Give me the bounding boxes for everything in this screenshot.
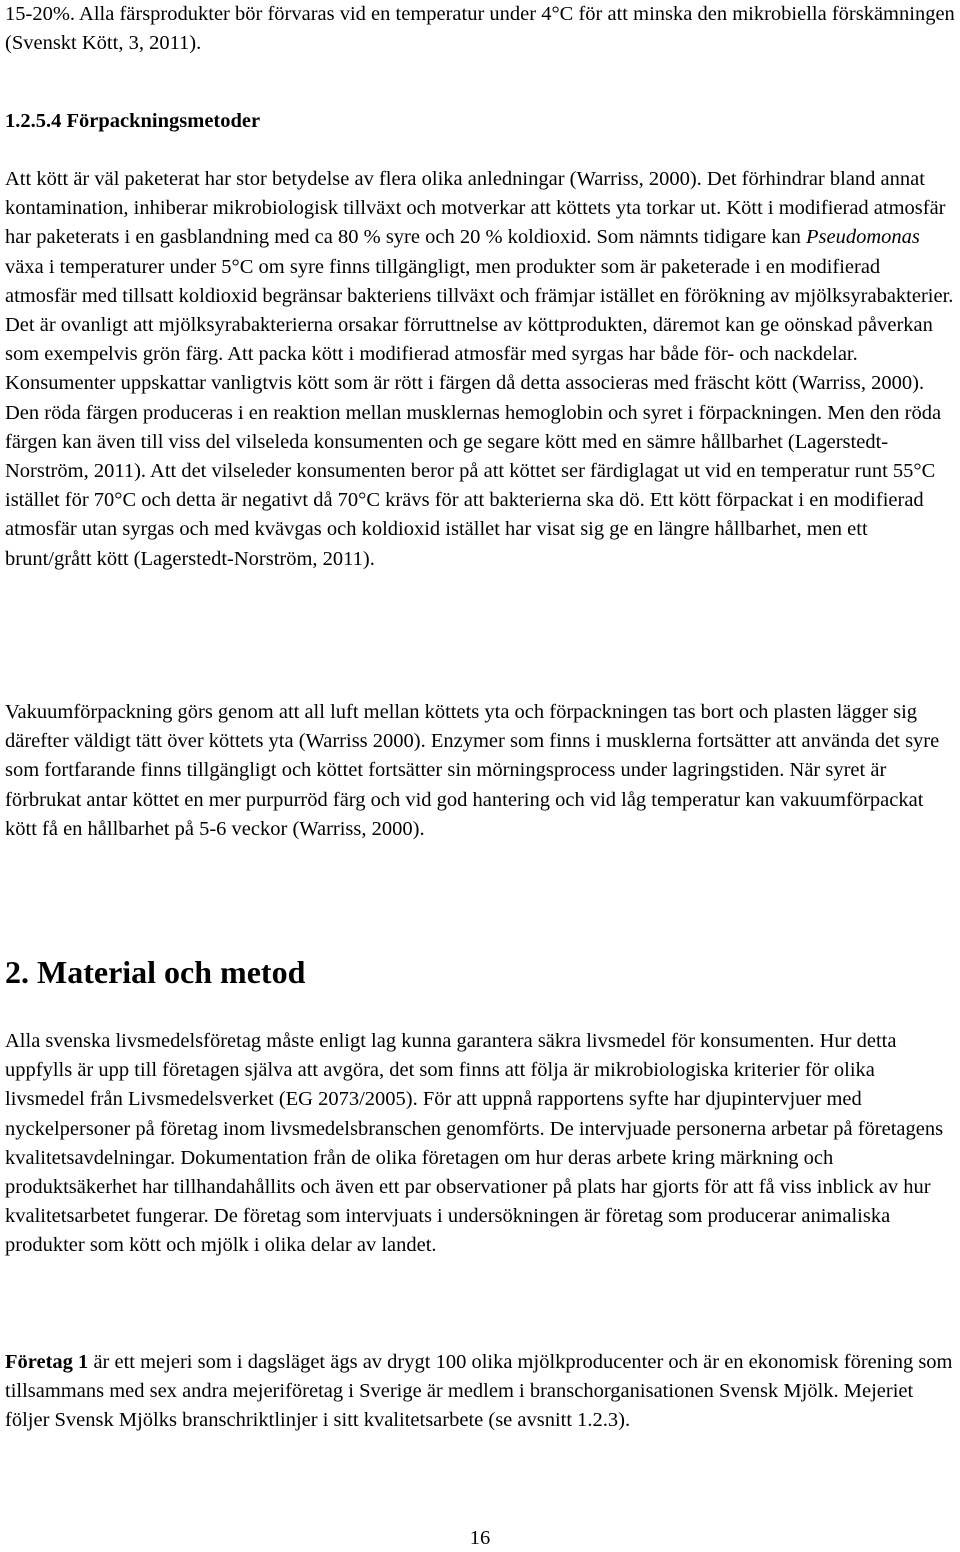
company-label: Företag 1 [5, 1351, 89, 1373]
packaging-paragraph [5, 165, 955, 574]
vacuum-paragraph: Vakuumförpackning görs genom att all luft mellan köttets yta och förpackningen tas bort och plasten lägger sig därefter väldigt tätt över köttets yta (Warriss 2000). Enzymer som finns i musklerna fortsätter att använda det syre som fortfarande finns tillgängligt och köttet fortsätter sin mörningsprocess under lagringstiden. När syret är förbrukat antar köttet en mer purpurröd färg och vid god hantering och vid låg temperatur kan vakuumförpackat kött få en hållbarhet på 5-6 veckor (Warriss, 2000). [5, 701, 940, 840]
company-paragraph [5, 1348, 955, 1436]
company-text: är ett mejeri som i dagsläget ägs av drygt 100 olika mjölkproducenter och är en ekonomisk förening som tillsammans med sex andra mejeriföretag i Sverige är medlem i branschorganisationen Svensk Mjölk. Mejeriet följer Svensk Mjölks branschriktlinjer i sitt kvalitetsarbete (se avsnitt 1.2.3). [5, 1351, 953, 1432]
method-paragraph: Alla svenska livsmedelsföretag måste enligt lag kunna garantera säkra livsmedel för konsumenten. Hur detta uppfylls är upp till företagen själva att avgöra, det som finns att följa är mikrobiologiska kriterier för olika livsmedel från Livsmedelsverket (EG 2073/2005). För att uppnå rapportens syfte har djupintervjuer med nyckelpersoner på företag inom livsmedelsbranschen genomförts. De intervjuade personerna arbetar på företagens kvalitetsavdelningar. Dokumentation från de olika företagen om hur deras arbete kring märkning och produktsäkerhet har tillhandahållits och även ett par observationer på plats har gjorts för att få viss inblick av hur kvalitetsarbetet fungerar. De företag som intervjuats i undersökningen är företag som producerar animaliska produkter som kött och mjölk i olika delar av landet. [5, 1030, 944, 1257]
packaging-text-part-2: växa i temperaturer under 5°C om syre finns tillgängligt, men produkter som är paketerade i en modifierad atmosfär med tillsatt koldioxid begränsar bakteriens tillväxt och främjar istället en förökning av mjölksyrabakterier. Det är ovanligt att mjölksyrabakterierna orsakar förruttnelse av köttprodukten, däremot kan ge oönskad påverkan som exempelvis grön färg. Att packa kött i modifierad atmosfär med syrgas har både för- och nackdelar. Konsumenter uppskattar vanligtvis kött som är rött i färgen då detta associeras med fräscht kött (Warriss, 2000). Den röda färgen produceras i en reaktion mellan musklernas hemoglobin och syret i förpackningen. Men den röda färgen kan även till viss del vilseleda konsumenten och ge segare kött med en sämre hållbarhet (Lagerstedt-Norström, 2011). Att det vilseleder konsumenten beror på att köttet ser färdiglagat ut vid en temperatur runt 55°C istället för 70°C och detta är negativt då 70°C krävs för att bakterierna ska dö. Ett kött förpackat i en modifierad atmosfär utan syrgas och med kvävgas och koldioxid istället har visat sig ge en längre hållbarhet, men ett brunt/grått kött (Lagerstedt-Norström, 2011). [5, 255, 954, 570]
section-heading: 1.2.5.4 Förpackningsmetoder [5, 110, 261, 132]
chapter-heading: 2. Material och metod [5, 954, 306, 990]
packaging-text-part-1: Att kött är väl paketerat har stor betydelse av flera olika anledningar (Warriss, 2000). Det förhindrar bland annat kontamination, inhiberar mikrobiologisk tillväxt och motverkar att köttets yta torkar ut. Kött i modifierad atmosfär har paketerats i en gasblandning med ca 80 % syre och 20 % koldioxid. Som nämnts tidigare kan [5, 168, 946, 249]
pseudomonas-term: Pseudomonas [806, 226, 920, 249]
page-number: 16 [469, 1527, 491, 1549]
intro-paragraph: 15-20%. Alla färsprodukter bör förvaras vid en temperatur under 4°C för att minska den mikrobiella förskämningen (Svenskt Kött, 3, 2011). [5, 3, 955, 55]
